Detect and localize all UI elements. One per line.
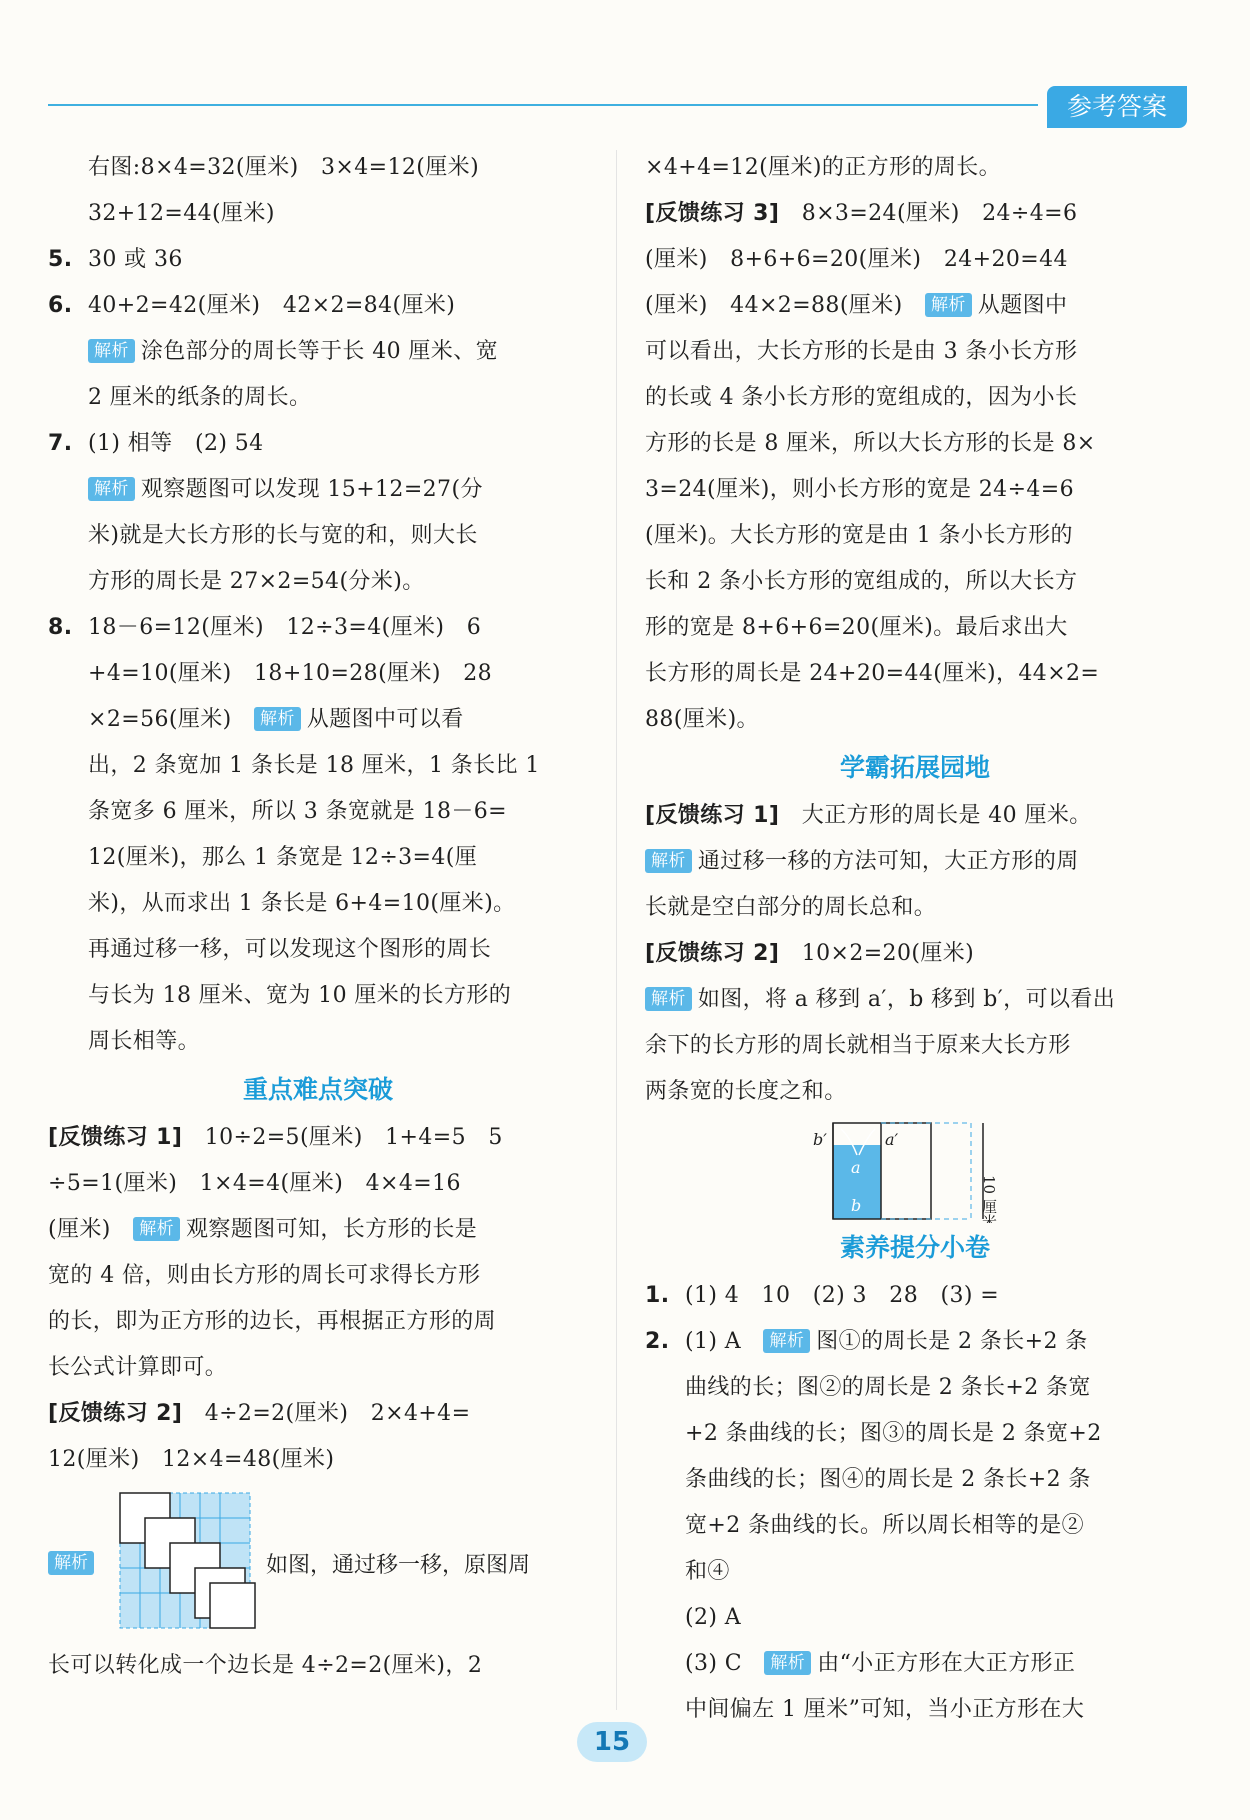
- explanation-line: [48, 697, 588, 743]
- question-number: 6.: [48, 293, 73, 318]
- section-title: 素养提分小卷: [839, 1233, 990, 1262]
- text-line: 米)，从而求出 1 条长是 6+4=10(厘米)。: [88, 891, 516, 916]
- text-line: 米)就是大长方形的长与宽的和，则大长: [88, 523, 478, 548]
- text-line: 形的宽是 8+6+6=20(厘米)。最后求出大: [645, 615, 1068, 640]
- right-column: [645, 145, 1185, 1733]
- question-number: 8.: [48, 615, 73, 640]
- explanation-text: 涂色部分的周长等于长 40 厘米、宽: [140, 339, 498, 364]
- answer-text: 40+2=42(厘米) 42×2=84(厘米): [88, 293, 456, 318]
- feedback-label: [反馈练习 3]: [645, 201, 780, 226]
- explanation-line: [645, 283, 1185, 329]
- answer-text: 大正方形的周长是 40 厘米。: [801, 803, 1092, 828]
- page-number: 15: [577, 1722, 647, 1762]
- answer-text: 10×2=20(厘米): [801, 941, 975, 966]
- answer-text: 18－6=12(厘米) 12÷3=4(厘米) 6: [88, 615, 482, 640]
- text-line: 与长为 18 厘米、宽为 10 厘米的长方形的: [88, 983, 512, 1008]
- text-line: 右图:8×4=32(厘米) 3×4=12(厘米): [88, 155, 480, 180]
- answer-text: (1) A: [685, 1329, 742, 1354]
- label-a: a: [851, 1158, 861, 1177]
- answer-text: 30 或 36: [88, 247, 183, 272]
- label-width: 10 厘米: [980, 1175, 998, 1223]
- explanation-text: 观察题图可以发现 15+12=27(分: [140, 477, 483, 502]
- explanation-badge: 解析: [763, 1329, 810, 1353]
- explanation-line: [645, 839, 1185, 885]
- question-5: [48, 237, 588, 283]
- feedback-1: [645, 793, 1185, 839]
- text-line: 长就是空白部分的周长总和。: [645, 895, 937, 920]
- explanation-badge: 解析: [88, 477, 135, 501]
- text-line: 宽+2 条曲线的长。所以周长相等的是②: [685, 1513, 1085, 1538]
- figure-row: [48, 1483, 588, 1643]
- text-line: +4=10(厘米) 18+10=28(厘米) 28: [88, 661, 493, 686]
- text-line: 的长，即为正方形的边长，再根据正方形的周: [48, 1309, 497, 1334]
- question-number: 1.: [645, 1283, 670, 1308]
- feedback-3: [645, 191, 1185, 237]
- text-line: 88(厘米)。: [645, 707, 759, 732]
- feedback-2: [48, 1391, 588, 1437]
- question-number: 7.: [48, 431, 73, 456]
- text-line: (厘米) 8+6+6=20(厘米) 24+20=44: [645, 247, 1068, 272]
- text-line: 12(厘米) 12×4=48(厘米): [48, 1447, 335, 1472]
- explanation-badge: 解析: [254, 707, 301, 731]
- label-a-prime: a′: [885, 1130, 899, 1149]
- label-b: b: [851, 1196, 862, 1215]
- text-line: 曲线的长；图②的周长是 2 条长+2 条宽: [685, 1375, 1091, 1400]
- question-number: 2.: [645, 1329, 670, 1354]
- text-line: 长公式计算即可。: [48, 1355, 228, 1380]
- text-line: 可以看出，大长方形的长是由 3 条小长方形: [645, 339, 1078, 364]
- explanation-text: 从题图中可以看: [306, 707, 464, 732]
- answer-text: 4÷2=2(厘米) 2×4+4=: [204, 1401, 471, 1426]
- feedback-label: [反馈练习 2]: [645, 941, 780, 966]
- explanation-badge: 解析: [88, 339, 135, 363]
- explanation-text: 从题图中: [977, 293, 1068, 318]
- rectangle-diagram: [645, 1115, 1185, 1223]
- explanation-line: [645, 977, 1185, 1023]
- explanation-text: 由“小正方形在大正方形正: [817, 1651, 1076, 1676]
- left-column: [48, 145, 588, 1689]
- text-line: 中间偏左 1 厘米”可知，当小正方形在大: [685, 1697, 1085, 1722]
- question-2: [645, 1319, 1185, 1365]
- text-line: 两条宽的长度之和。: [645, 1079, 847, 1104]
- section-title: 学霸拓展园地: [839, 753, 990, 782]
- section-title: 重点难点突破: [242, 1075, 393, 1104]
- text-line: 宽的 4 倍，则由长方形的周长可求得长方形: [48, 1263, 481, 1288]
- explanation-badge: 解析: [48, 1551, 94, 1575]
- answer-text: (1) 相等 (2) 54: [88, 431, 264, 456]
- text-line: 条曲线的长；图④的周长是 2 条长+2 条: [685, 1467, 1091, 1492]
- text-line: +2 条曲线的长；图③的周长是 2 条宽+2: [685, 1421, 1102, 1446]
- text-line: ÷5=1(厘米) 1×4=4(厘米) 4×4=16: [48, 1171, 461, 1196]
- feedback-2: [645, 931, 1185, 977]
- explanation-badge: 解析: [645, 987, 692, 1011]
- question-1: [645, 1273, 1185, 1319]
- question-7: [48, 421, 588, 467]
- text-line: 长方形的周长是 24+20=44(厘米)，44×2=: [645, 661, 1100, 686]
- text-line: 的长或 4 条小长方形的宽组成的，因为小长: [645, 385, 1078, 410]
- text-line: 方形的周长是 27×2=54(分米)。: [88, 569, 425, 594]
- explanation-line: [48, 467, 588, 513]
- text-line: 余下的长方形的周长就相当于原来大长方形: [645, 1033, 1071, 1058]
- text-line: (2) A: [685, 1605, 742, 1630]
- answer-text: (厘米): [48, 1217, 111, 1242]
- explanation-text: 图①的周长是 2 条长+2 条: [816, 1329, 1088, 1354]
- squares-figure: [100, 1488, 260, 1638]
- text-line: 方形的长是 8 厘米，所以大长方形的长是 8×: [645, 431, 1096, 456]
- answer-text: 10÷2=5(厘米) 1+4=5 5: [204, 1125, 503, 1150]
- answer-text: 8×3=24(厘米) 24÷4=6: [801, 201, 1078, 226]
- question-6: [48, 283, 588, 329]
- explanation-badge: 解析: [133, 1217, 180, 1241]
- rectangle-figure: [645, 1115, 1185, 1223]
- text-line: 周长相等。: [88, 1029, 201, 1054]
- explanation-badge: 解析: [925, 293, 972, 317]
- text-line: ×4+4=12(厘米)的正方形的周长。: [645, 155, 1002, 180]
- feedback-label: [反馈练习 2]: [48, 1401, 183, 1426]
- text-line: 条宽多 6 厘米，所以 3 条宽就是 18－6=: [88, 799, 507, 824]
- explanation-text: 如图，将 a 移到 a′，b 移到 b′，可以看出: [697, 987, 1116, 1012]
- answer-text: ×2=56(厘米): [88, 707, 232, 732]
- text-line: 和④: [685, 1559, 730, 1584]
- text-line: 长可以转化成一个边长是 4÷2=2(厘米)，2: [48, 1653, 483, 1678]
- text-line: 32+12=44(厘米): [88, 201, 275, 226]
- explanation-line: [48, 1207, 588, 1253]
- header-tag: 参考答案: [1047, 86, 1187, 128]
- text-line: (厘米)。大长方形的宽是由 1 条小长方形的: [645, 523, 1073, 548]
- explanation-text: 通过移一移的方法可知，大正方形的周: [697, 849, 1079, 874]
- explanation-line: [645, 1641, 1185, 1687]
- header-rule: [48, 104, 1038, 106]
- text-line: 出，2 条宽加 1 条长是 18 厘米，1 条长比 1: [88, 753, 540, 778]
- label-b-prime: b′: [813, 1130, 827, 1149]
- explanation-line: [48, 329, 588, 375]
- text-line: 再通过移一移，可以发现这个图形的周长: [88, 937, 492, 962]
- feedback-1: [48, 1115, 588, 1161]
- explanation-text: 观察题图可知，长方形的长是: [186, 1217, 478, 1242]
- column-divider: [616, 150, 617, 1710]
- text-line: 2 厘米的纸条的周长。: [88, 385, 312, 410]
- answer-text: (3) C: [685, 1651, 742, 1676]
- feedback-label: [反馈练习 1]: [48, 1125, 183, 1150]
- question-number: 5.: [48, 247, 73, 272]
- explanation-badge: 解析: [645, 849, 692, 873]
- text-line: 长和 2 条小长方形的宽组成的，所以大长方: [645, 569, 1078, 594]
- explanation-badge: 解析: [764, 1651, 811, 1675]
- answer-text: (厘米) 44×2=88(厘米): [645, 293, 903, 318]
- explanation-text: 如图，通过移一移，原图周: [266, 1552, 531, 1578]
- feedback-label: [反馈练习 1]: [645, 803, 780, 828]
- text-line: 3=24(厘米)，则小长方形的宽是 24÷4=6: [645, 477, 1075, 502]
- text-line: 12(厘米)，那么 1 条宽是 12÷3=4(厘: [88, 845, 478, 870]
- question-8: [48, 605, 588, 651]
- answer-text: (1) 4 10 (2) 3 28 (3) =: [685, 1283, 1000, 1308]
